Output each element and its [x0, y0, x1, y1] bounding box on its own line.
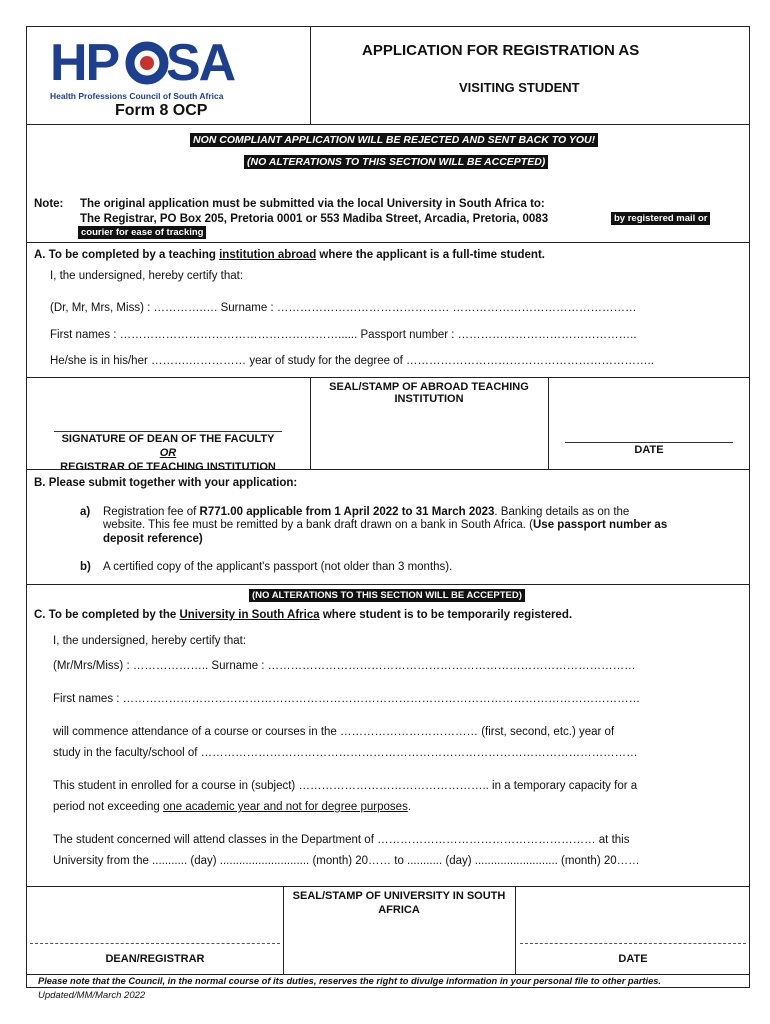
section-b-fee: R771.00 applicable from 1 April 2022 to 31 March 2023	[199, 506, 495, 518]
note-highlight1: by registered mail or	[611, 212, 710, 225]
section-c-heading-pre: C. To be completed by the	[34, 609, 180, 621]
section-b-b-label: b)	[80, 561, 91, 573]
section-b-a-line1	[103, 506, 629, 518]
section-c-department-field[interactable]: The student concerned will attend classes in the Department of ………………………………………………… at this	[53, 834, 630, 846]
header-bottom-rule	[26, 124, 750, 125]
logo-subtitle: Health Professions Council of South Africa	[50, 91, 224, 101]
note-line1: The original application must be submitted via the local University in South Africa to:	[80, 198, 545, 210]
section-b-a-line2-pre: website. This fee must be remitted by a bank draft drawn on a bank in South Africa. (	[103, 519, 533, 531]
section-c-banner: (NO ALTERATIONS TO THIS SECTION WILL BE ACCEPTED)	[249, 589, 525, 602]
section-a-names-passport-field[interactable]: First names : …………………………………………………...... Passport number : ………………………………………..	[50, 329, 637, 341]
section-c-divider-2	[515, 886, 516, 974]
section-c-period-text	[53, 801, 411, 813]
section-c-heading-underlined: University in South Africa	[179, 609, 320, 621]
note-highlight2: courier for ease of tracking	[78, 226, 206, 239]
section-c-signature-label: DEAN/REGISTRAR	[105, 953, 205, 965]
section-c-date-label: DATE	[618, 953, 648, 965]
section-a-year-degree-field[interactable]: He/she is in his/her ……….…………… year of study for the degree of ………………………………………………………..	[50, 355, 654, 367]
header-divider	[310, 26, 311, 124]
section-a-top-rule	[26, 242, 750, 243]
hpcsa-logo	[50, 36, 235, 101]
form-number: Form 8 OCP	[115, 102, 208, 119]
section-a-seal-label: SEAL/STAMP OF ABROAD TEACHING INSTITUTION	[329, 381, 529, 405]
form-subtitle: VISITING STUDENT	[459, 80, 580, 95]
section-a-heading-pre: A. To be completed by a teaching	[34, 249, 220, 261]
section-a-sig-or: OR	[159, 447, 177, 459]
warning-line2: (NO ALTERATIONS TO THIS SECTION WILL BE ACCEPTED)	[244, 155, 548, 169]
section-a-sig-top-rule	[26, 377, 750, 378]
section-a-date-line[interactable]	[565, 442, 733, 443]
section-c-attendance-field[interactable]: will commence attendance of a course or courses in the ……………………………… (first, second, etc.) year of	[53, 726, 615, 738]
hpcsa-logo-mark	[50, 36, 235, 86]
section-c-names-field[interactable]: First names : ………………………………………………………………………………………………………………………	[53, 693, 641, 705]
section-c-period-post: .	[407, 801, 412, 813]
section-c-certify: I, the undersigned, hereby certify that:	[53, 635, 247, 647]
section-c-dates-field[interactable]: University from the ........... (day) ............................ (month) 20…… to ........... (day) .......................... (month) 20……	[53, 855, 640, 867]
section-a-heading-post: where the applicant is a full-time student.	[316, 249, 545, 261]
section-a-sig2: REGISTRAR OF TEACHING INSTITUTION	[60, 461, 276, 473]
section-c-divider-1	[283, 886, 284, 974]
section-c-top-rule	[26, 584, 750, 585]
section-a-heading-underlined: institution abroad	[219, 249, 317, 261]
section-b-a-label: a)	[80, 506, 91, 518]
section-a-certify: I, the undersigned, hereby certify that:	[50, 270, 244, 282]
section-a-signature-label	[40, 432, 296, 474]
section-a-divider-1	[310, 377, 311, 469]
note-line2: The Registrar, PO Box 205, Pretoria 0001 or 553 Madiba Street, Arcadia, Pretoria, 0083	[80, 213, 549, 225]
section-a-heading	[34, 249, 545, 261]
section-c-date-line[interactable]	[520, 943, 746, 944]
section-b-a-line2-bold: Use passport number as	[533, 519, 668, 531]
section-b-a-pre: Registration fee of	[103, 506, 200, 518]
section-a-date-label: DATE	[634, 444, 664, 456]
section-c-faculty-field[interactable]: study in the faculty/school of ……………………………………………………………………………………………………	[53, 747, 638, 759]
svg-text:SA: SA	[166, 36, 235, 86]
section-b-heading: B. Please submit together with your application:	[34, 477, 298, 489]
section-c-heading-post: where student is to be temporarily registered.	[319, 609, 573, 621]
section-c-signature-line[interactable]	[30, 943, 280, 944]
svg-text:HP: HP	[50, 36, 119, 86]
section-b-top-rule	[26, 469, 750, 470]
section-b-a-line3: deposit reference)	[103, 533, 203, 545]
section-a-title-surname-field[interactable]: (Dr, Mr, Mrs, Miss) : ………….…. Surname : ……………………………………… …………………………………………	[50, 302, 637, 314]
warning-line1: NON COMPLIANT APPLICATION WILL BE REJECTED AND SENT BACK TO YOU!	[190, 133, 598, 147]
section-a-sig1: SIGNATURE OF DEAN OF THE FACULTY	[61, 433, 275, 445]
section-b-a-line2	[103, 519, 667, 531]
footer-top-rule	[26, 974, 750, 975]
section-c-period-underlined: one academic year and not for degree purposes	[162, 801, 408, 813]
form-title: APPLICATION FOR REGISTRATION AS	[362, 42, 640, 59]
section-c-heading	[34, 609, 572, 621]
section-c-subject-field[interactable]: This student in enrolled for a course in (subject) ………………………………………….. in a temporary capacity for a	[53, 780, 638, 792]
footer-updated: Updated/MM/March 2022	[38, 990, 146, 1001]
section-c-period-pre: period not exceeding	[53, 801, 163, 813]
note-label: Note:	[34, 198, 64, 210]
footer-disclaimer: Please note that the Council, in the normal course of its duties, reserves the right to divulge information in your personal file to other parties.	[38, 976, 661, 986]
section-c-seal-label: SEAL/STAMP OF UNIVERSITY IN SOUTH AFRICA	[292, 890, 506, 916]
section-c-sig-top-rule	[26, 886, 750, 887]
section-c-title-surname-field[interactable]: (Mr/Mrs/Miss) : ……………….. Surname : ……………………………………………………………………………………	[53, 660, 636, 672]
section-a-divider-2	[548, 377, 549, 469]
section-b-a-post: . Banking details as on the	[494, 506, 630, 518]
section-b-b-text: A certified copy of the applicant's passport (not older than 3 months).	[103, 561, 453, 573]
